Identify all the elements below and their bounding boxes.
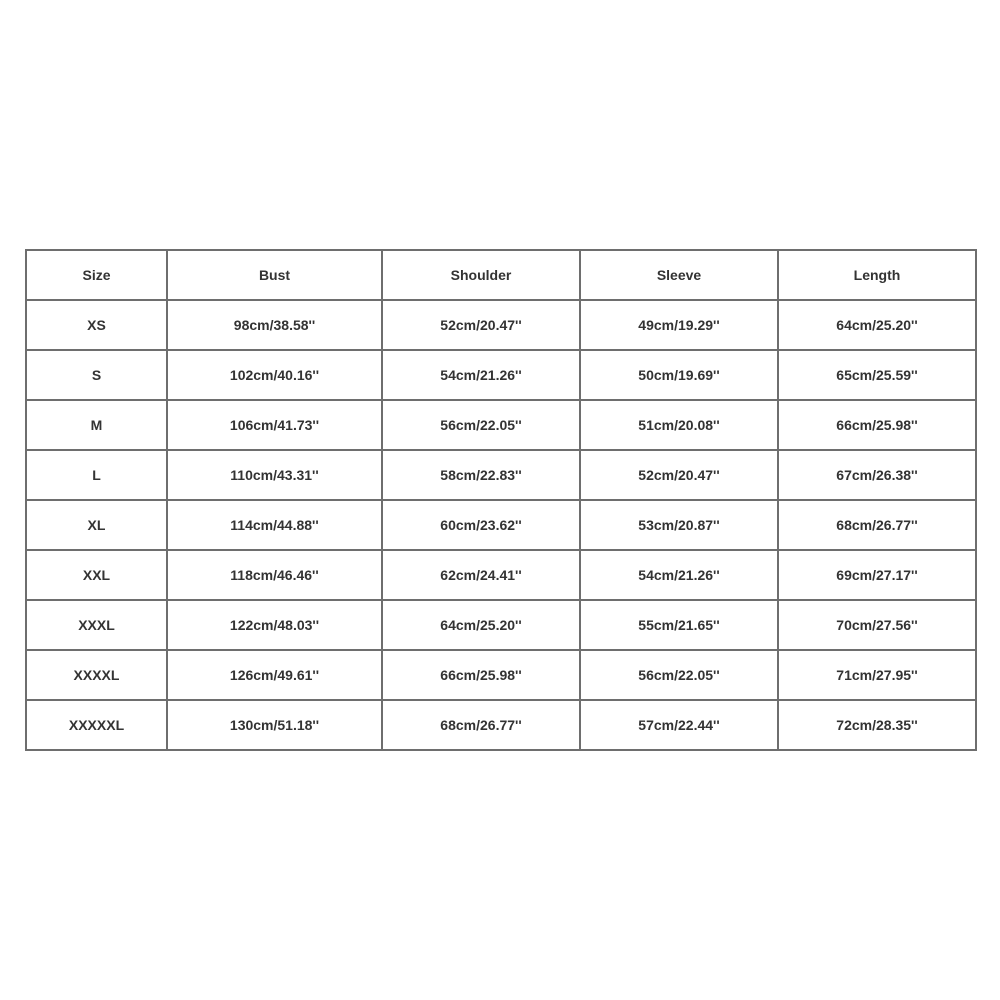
size-chart-header [26,250,976,300]
cell-size: M [26,400,167,450]
table-row [26,550,976,600]
cell-shoulder: 66cm/25.98'' [382,650,580,700]
cell-size: S [26,350,167,400]
header-row [26,250,976,300]
size-chart-table [25,249,977,751]
cell-bust: 110cm/43.31'' [167,450,382,500]
cell-bust: 118cm/46.46'' [167,550,382,600]
cell-shoulder: 68cm/26.77'' [382,700,580,750]
cell-shoulder: 54cm/21.26'' [382,350,580,400]
cell-bust: 106cm/41.73'' [167,400,382,450]
header-size: Size [26,250,167,300]
table-row [26,650,976,700]
cell-bust: 126cm/49.61'' [167,650,382,700]
table-row [26,400,976,450]
header-length: Length [778,250,976,300]
cell-sleeve: 50cm/19.69'' [580,350,778,400]
table-row [26,600,976,650]
cell-bust: 114cm/44.88'' [167,500,382,550]
cell-size: XL [26,500,167,550]
cell-length: 71cm/27.95'' [778,650,976,700]
cell-sleeve: 54cm/21.26'' [580,550,778,600]
table-row [26,350,976,400]
cell-length: 68cm/26.77'' [778,500,976,550]
cell-size: XS [26,300,167,350]
cell-shoulder: 62cm/24.41'' [382,550,580,600]
cell-bust: 102cm/40.16'' [167,350,382,400]
cell-size: XXL [26,550,167,600]
cell-bust: 122cm/48.03'' [167,600,382,650]
cell-length: 67cm/26.38'' [778,450,976,500]
cell-length: 72cm/28.35'' [778,700,976,750]
cell-length: 65cm/25.59'' [778,350,976,400]
cell-sleeve: 56cm/22.05'' [580,650,778,700]
cell-sleeve: 51cm/20.08'' [580,400,778,450]
cell-size: XXXXL [26,650,167,700]
cell-size: XXXXXL [26,700,167,750]
header-sleeve: Sleeve [580,250,778,300]
cell-shoulder: 58cm/22.83'' [382,450,580,500]
cell-sleeve: 53cm/20.87'' [580,500,778,550]
table-row [26,450,976,500]
table-row [26,700,976,750]
cell-sleeve: 52cm/20.47'' [580,450,778,500]
header-bust: Bust [167,250,382,300]
cell-size: XXXL [26,600,167,650]
cell-sleeve: 55cm/21.65'' [580,600,778,650]
cell-bust: 130cm/51.18'' [167,700,382,750]
cell-size: L [26,450,167,500]
cell-length: 70cm/27.56'' [778,600,976,650]
cell-shoulder: 64cm/25.20'' [382,600,580,650]
cell-length: 66cm/25.98'' [778,400,976,450]
table-row [26,300,976,350]
header-shoulder: Shoulder [382,250,580,300]
table-row [26,500,976,550]
cell-sleeve: 57cm/22.44'' [580,700,778,750]
size-chart-body [26,300,976,750]
cell-length: 64cm/25.20'' [778,300,976,350]
cell-bust: 98cm/38.58'' [167,300,382,350]
cell-shoulder: 56cm/22.05'' [382,400,580,450]
cell-shoulder: 52cm/20.47'' [382,300,580,350]
cell-sleeve: 49cm/19.29'' [580,300,778,350]
cell-length: 69cm/27.17'' [778,550,976,600]
cell-shoulder: 60cm/23.62'' [382,500,580,550]
